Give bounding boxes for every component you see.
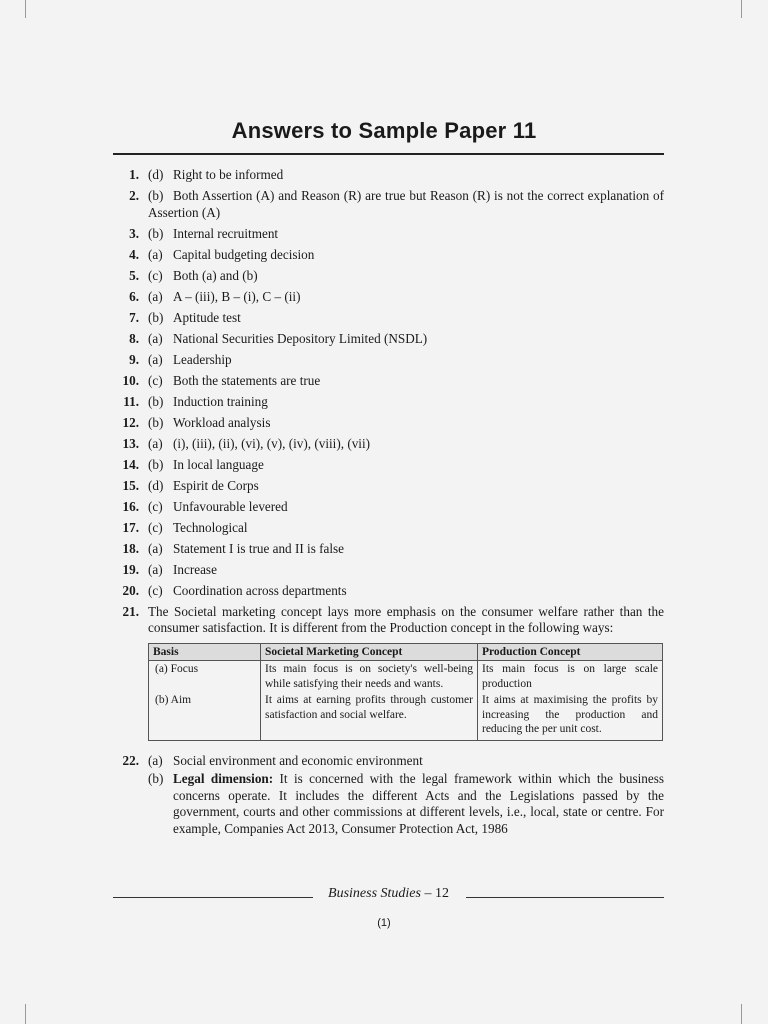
title-rule (113, 153, 664, 155)
book-title: Business Studies (328, 886, 421, 901)
answer-22-a (148, 753, 664, 770)
option-label: (c) (148, 267, 163, 283)
answer-text: Internal recruitment (173, 225, 279, 241)
option-label: (c) (148, 519, 163, 535)
answer-item (113, 583, 664, 600)
answer-number: 10. (122, 372, 139, 388)
table-cell-production: Its main focus is on large scale production (478, 661, 663, 693)
table-cell-societal: It aims at earning profits through customer satisfaction and social welfare. (261, 692, 478, 740)
answer-text: A – (iii), B – (i), C – (ii) (173, 288, 301, 304)
footer-rule (466, 897, 664, 898)
answer-text: Induction training (173, 393, 268, 409)
answer-number: 1. (129, 167, 139, 182)
answer-number: 18. (122, 540, 139, 556)
table-row (149, 692, 663, 740)
option-label: (a) (148, 246, 163, 262)
option-label: (a) (148, 540, 163, 556)
answer-number: 21. (122, 603, 139, 619)
table-header: Basis (149, 643, 261, 661)
answer-number: 6. (129, 288, 139, 304)
answer-number: 9. (129, 351, 139, 367)
answer-item (113, 167, 664, 184)
answer-item (113, 541, 664, 558)
option-label: (d) (148, 167, 164, 182)
answer-number: 14. (122, 456, 139, 472)
option-label: (a) (148, 435, 163, 451)
table-cell-societal: Its main focus is on society's well-being while satisfying their needs and wants. (261, 661, 478, 693)
answer-item (113, 373, 664, 390)
answer-21 (113, 604, 664, 741)
option-label: (b) (148, 225, 164, 241)
mcq-answers (113, 167, 664, 599)
answer-item (113, 499, 664, 516)
answer-item (113, 562, 664, 579)
answer-text: It is concerned with the legal framework within which the business concerns operate. It includes the different Acts and the Legislations passed by the government, courts and other commissions at different levels, i.e., local, state or centre. For example, Companies Act 2013, Consumer Protection Act, 1986 (173, 771, 664, 836)
answer-item (113, 415, 664, 432)
answer-text: Right to be informed (173, 167, 284, 182)
answer-text: Social environment and economic environment (173, 752, 423, 768)
option-label: (c) (148, 372, 163, 388)
answer-item (113, 394, 664, 411)
option-label: (a) (148, 351, 163, 367)
option-label: (b) (148, 771, 164, 786)
answer-number: 20. (122, 582, 139, 598)
answer-text: Unfavourable levered (173, 498, 288, 514)
answer-item (113, 352, 664, 369)
answer-number: 3. (129, 225, 139, 241)
answer-text: In local language (173, 456, 264, 472)
table-header: Production Concept (478, 643, 663, 661)
answer-item (113, 331, 664, 348)
answer-number: 22. (122, 752, 139, 768)
answer-text: Espirit de Corps (173, 477, 259, 493)
answer-text: National Securities Depository Limited (NSDL) (173, 330, 428, 346)
answer-text: Leadership (173, 351, 232, 367)
answer-number: 4. (129, 246, 139, 262)
answer-item (113, 310, 664, 327)
subheading: Legal dimension: (173, 771, 274, 786)
answer-item (113, 289, 664, 306)
answer-item (113, 226, 664, 243)
answer-22 (113, 753, 664, 838)
answer-number: 12. (122, 414, 139, 430)
answer-number: 5. (129, 267, 139, 283)
answer-item (113, 247, 664, 264)
answer-text: Both (a) and (b) (173, 267, 258, 283)
answer-item (113, 436, 664, 453)
answer-number: 2. (129, 188, 139, 203)
answer-text: Statement I is true and II is false (173, 540, 345, 556)
answer-text: Capital budgeting decision (173, 246, 315, 262)
answer-text: Technological (173, 519, 248, 535)
answer-number: 17. (122, 519, 139, 535)
answer-item (113, 188, 664, 221)
answer-text: Both the statements are true (173, 372, 321, 388)
answer-item (113, 268, 664, 285)
answer-text: Workload analysis (173, 414, 271, 430)
answer-text: Increase (173, 561, 217, 577)
answer-number: 8. (129, 330, 139, 346)
option-label: (c) (148, 498, 163, 514)
comparison-table (148, 643, 663, 741)
answer-number: 15. (122, 477, 139, 493)
option-label: (b) (148, 393, 164, 409)
option-label: (d) (148, 477, 164, 493)
answer-item (113, 457, 664, 474)
footer (113, 883, 664, 903)
answer-number: 16. (122, 498, 139, 514)
option-label: (b) (148, 456, 164, 472)
crop-mark (25, 0, 26, 18)
option-label: (c) (148, 582, 163, 598)
answer-text: Both Assertion (A) and Reason (R) are true but Reason (R) is not the correct explanation of Assertion (A) (148, 188, 664, 220)
footer-text: Business Studies – 12 (328, 886, 449, 901)
option-label: (a) (148, 288, 163, 304)
table-header: Societal Marketing Concept (261, 643, 478, 661)
answer-number: 11. (123, 393, 139, 409)
table-cell-basis: (a) Focus (149, 661, 261, 693)
page-number: (1) (377, 917, 391, 929)
table-row (149, 661, 663, 693)
answer-list (113, 167, 664, 842)
answer-number: 7. (129, 309, 139, 325)
answer-item (113, 520, 664, 537)
option-label: (a) (148, 561, 163, 577)
answer-item (113, 478, 664, 495)
option-label: (a) (148, 330, 163, 346)
option-label: (b) (148, 414, 164, 430)
option-label: (b) (148, 309, 164, 325)
crop-mark (741, 0, 742, 18)
table-cell-production: It aims at maximising the profits by increasing the production and reducing the per unit cost. (478, 692, 663, 740)
page-title: Answers to Sample Paper 11 (231, 118, 537, 143)
option-label: (a) (148, 752, 163, 768)
answer-text: Aptitude test (173, 309, 241, 325)
table-header-row (149, 643, 663, 661)
answer-number: 13. (122, 435, 139, 451)
class-number: 12 (434, 886, 449, 901)
answer-22-b (148, 771, 664, 837)
answer-number: 19. (122, 561, 139, 577)
option-label: (b) (148, 188, 164, 203)
crop-mark (741, 1004, 742, 1024)
answer-text: The Societal marketing concept lays more emphasis on the consumer welfare rather than the consumer satisfaction. It is different from the Production concept in the following ways: (148, 603, 664, 635)
table-cell-basis: (b) Aim (149, 692, 261, 740)
answer-text: (i), (iii), (ii), (vi), (v), (iv), (viii), (vii) (173, 435, 371, 451)
answer-text: Coordination across departments (173, 582, 347, 598)
crop-mark (25, 1004, 26, 1024)
